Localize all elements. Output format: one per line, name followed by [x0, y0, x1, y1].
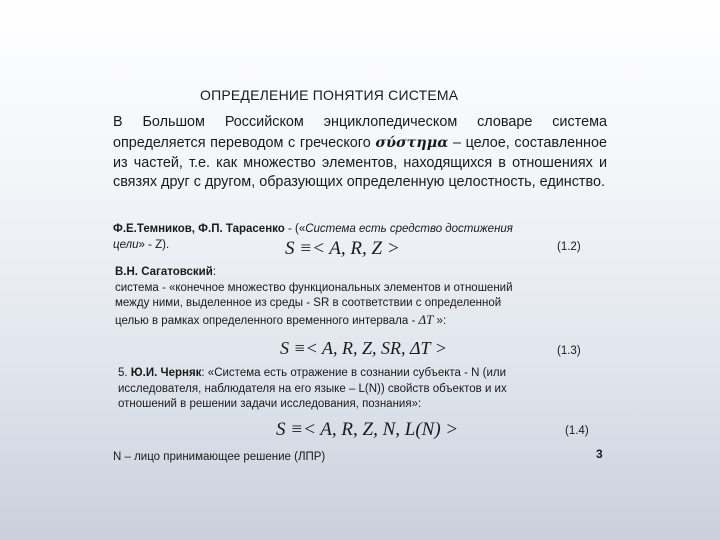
formula-1-4: S ≡< A, R, Z, N, L(N) > — [276, 419, 459, 440]
definition-chernyak-line2: исследователя, наблюдателя на его языке – L(N)) свойств объектов и их — [118, 382, 507, 395]
definition-sagatovsky-line0 — [115, 265, 595, 281]
formula-1-2: S ≡< A, R, Z > — [285, 238, 400, 259]
author-sagatovsky: В.Н. Сагатовский — [115, 266, 213, 278]
quote-open: - (« — [284, 223, 306, 235]
intro-text-1: В Большом Российском энциклопедическом словаре система определяется переводом с греческого — [113, 114, 607, 151]
formula-1-3: S ≡< A, R, Z, SR, ΔT > — [280, 338, 447, 358]
equation-number-1-4: (1.4) — [565, 425, 589, 437]
line3-text: целью в рамках определенного временного интервала - — [115, 314, 419, 327]
definition-sagatovsky — [115, 265, 595, 329]
equation-number-1-3: (1.3) — [557, 345, 581, 357]
definition-sagatovsky-line1: система - «конечное множество функциональных элементов и отношений — [115, 281, 513, 294]
definition-chernyak-line1 — [118, 366, 598, 382]
line1-rest: : «Система есть отражение в сознании субъекта - N (или — [201, 367, 507, 379]
definition-chernyak-line3: отношений в решении задачи исследования, познания»: — [118, 398, 422, 410]
delta-t: ΔT — [418, 311, 434, 327]
definition-sagatovsky-line2: между ними, выделенное из среды - SR в соответствии с определенной — [115, 297, 502, 309]
footer-note: N – лицо принимающее решение (ЛПР) — [113, 451, 326, 463]
definition-chernyak — [118, 366, 598, 413]
intro-paragraph — [113, 113, 607, 193]
author-chernyak: Ю.И. Черняк — [130, 367, 202, 379]
quote-line1: Система есть средство достижения — [305, 223, 513, 235]
definition-temnikov-line1 — [113, 222, 593, 238]
intro-text-2: – целое, составленное из частей, т.е. как множество элементов, находящихся в отношениях и связях друг с другом, образующих определенную целостность, единство. — [113, 134, 607, 191]
quote-line2: цели — [113, 238, 139, 251]
equation-number-1-2: (1.2) — [557, 241, 581, 253]
colon: : — [212, 266, 217, 278]
greek-word: σύστημα — [375, 133, 449, 151]
slide-title: ОПРЕДЕЛЕНИЕ ПОНЯТИЯ СИСТЕМА — [200, 87, 459, 103]
item-number: 5. — [118, 367, 131, 379]
page-number: 3 — [596, 447, 603, 461]
quote-tail: » - Z). — [138, 238, 170, 251]
line3-tail: »: — [433, 314, 447, 327]
author-temnikov: Ф.Е.Темников, Ф.П. Тарасенко — [113, 223, 285, 235]
definition-sagatovsky-line3 — [115, 312, 595, 330]
